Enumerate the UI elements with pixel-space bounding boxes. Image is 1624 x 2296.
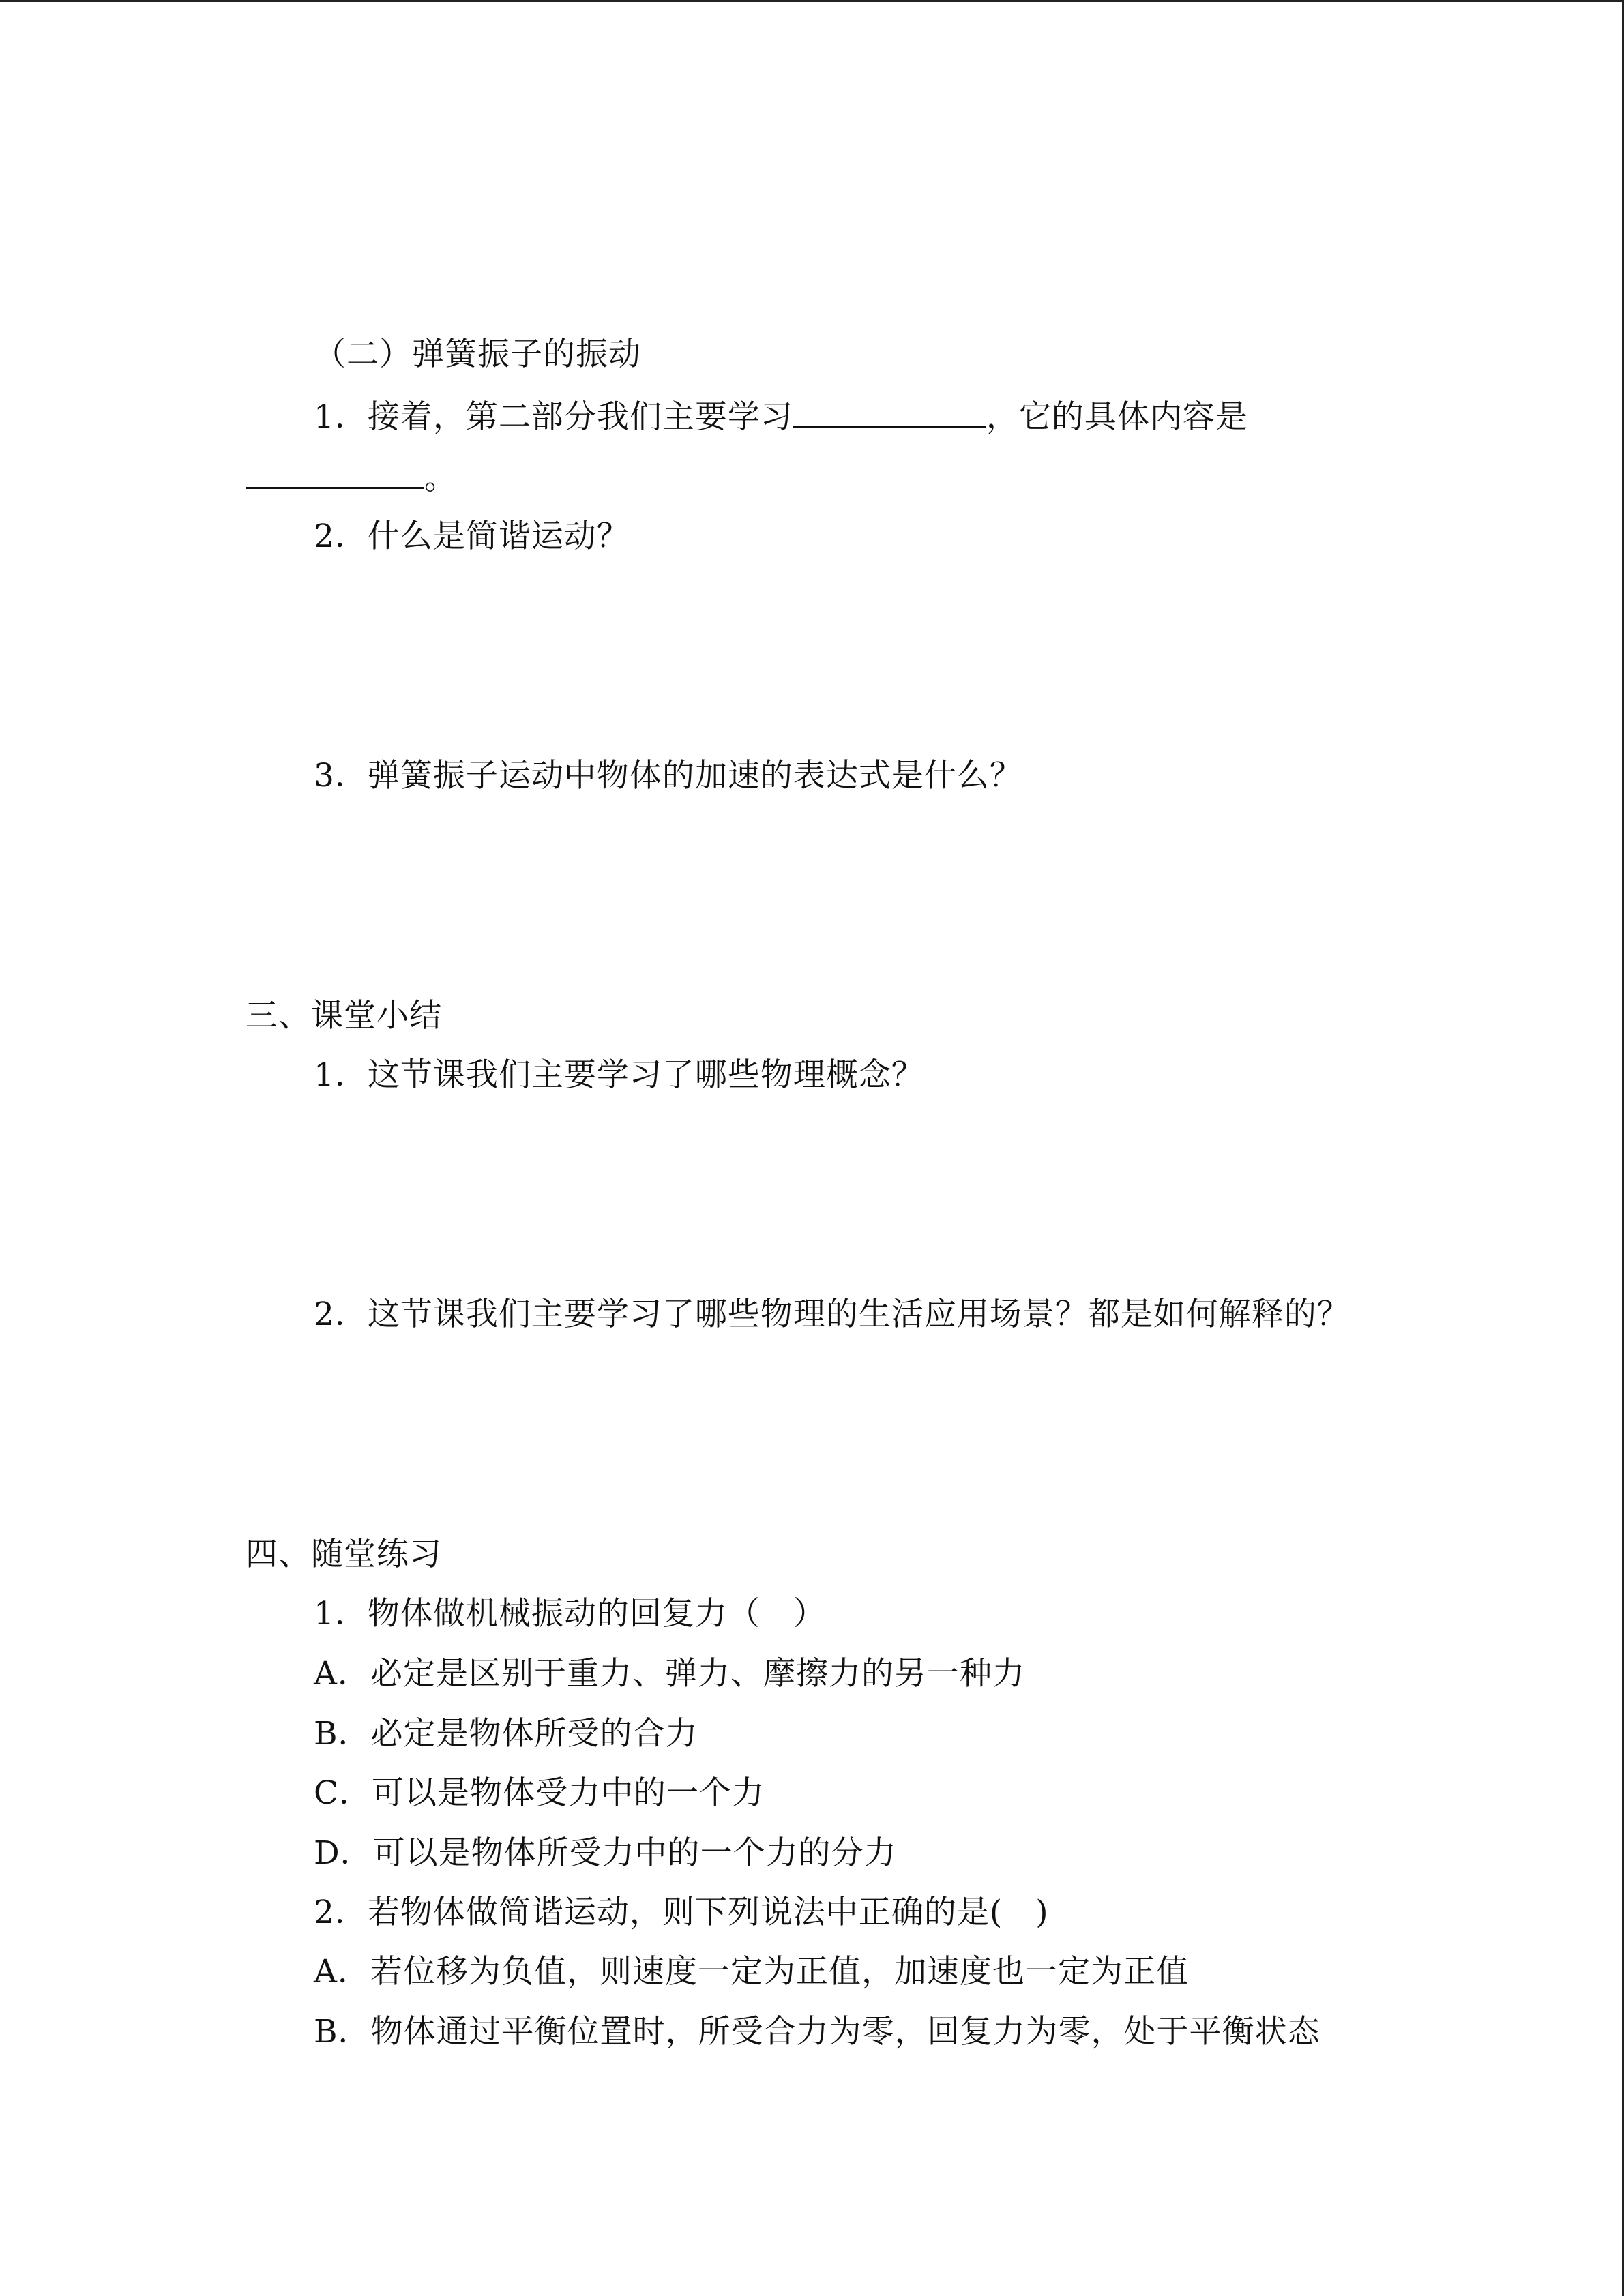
exercise-2-option-b: B．物体通过平衡位置时，所受合力为零，回复力为零，处于平衡状态	[314, 2013, 1320, 2051]
question-2: 2．什么是简谐运动？	[314, 518, 630, 555]
exercise-1-option-d: D．可以是物体所受力中的一个力的分力	[314, 1834, 897, 1872]
summary-question-1: 1．这节课我们主要学习了哪些物理概念？	[314, 1056, 924, 1094]
summary-question-2: 2．这节课我们主要学习了哪些物理的生活应用场景？都是如何解释的？	[314, 1296, 1350, 1333]
exercise-2-stem: 2．若物体做简谐运动，则下列说法中正确的是( )	[314, 1894, 1049, 1931]
page-border-top	[0, 0, 1624, 2]
question-1-middle: ，它的具体内容是	[986, 398, 1248, 436]
exercise-1-stem: 1．物体做机械振动的回复力（ ）	[314, 1595, 826, 1632]
section3-heading: 三、课堂小结	[246, 997, 442, 1034]
question-1-suffix: 。	[424, 460, 457, 497]
question-1-line-2	[246, 457, 457, 499]
exercise-2-option-a: A．若位移为负值，则速度一定为正值，加速度也一定为正值	[314, 1953, 1189, 1991]
question-3: 3．弹簧振子运动中物体的加速的表达式是什么？	[314, 757, 1022, 794]
exercise-1-option-c: C．可以是物体受力中的一个力	[314, 1774, 765, 1812]
answer-blank-2[interactable]	[246, 457, 424, 489]
question-1-prefix: 1．接着，第二部分我们主要学习	[314, 398, 793, 436]
answer-blank-1[interactable]	[793, 396, 986, 428]
question-1-line-1	[314, 396, 1248, 438]
exercise-1-option-a: A．必定是区别于重力、弹力、摩擦力的另一种力	[314, 1655, 1025, 1693]
section4-heading: 四、随堂练习	[246, 1536, 442, 1573]
exercise-1-option-b: B．必定是物体所受的合力	[314, 1715, 698, 1753]
section2-heading: （二）弹簧振子的振动	[314, 336, 641, 373]
